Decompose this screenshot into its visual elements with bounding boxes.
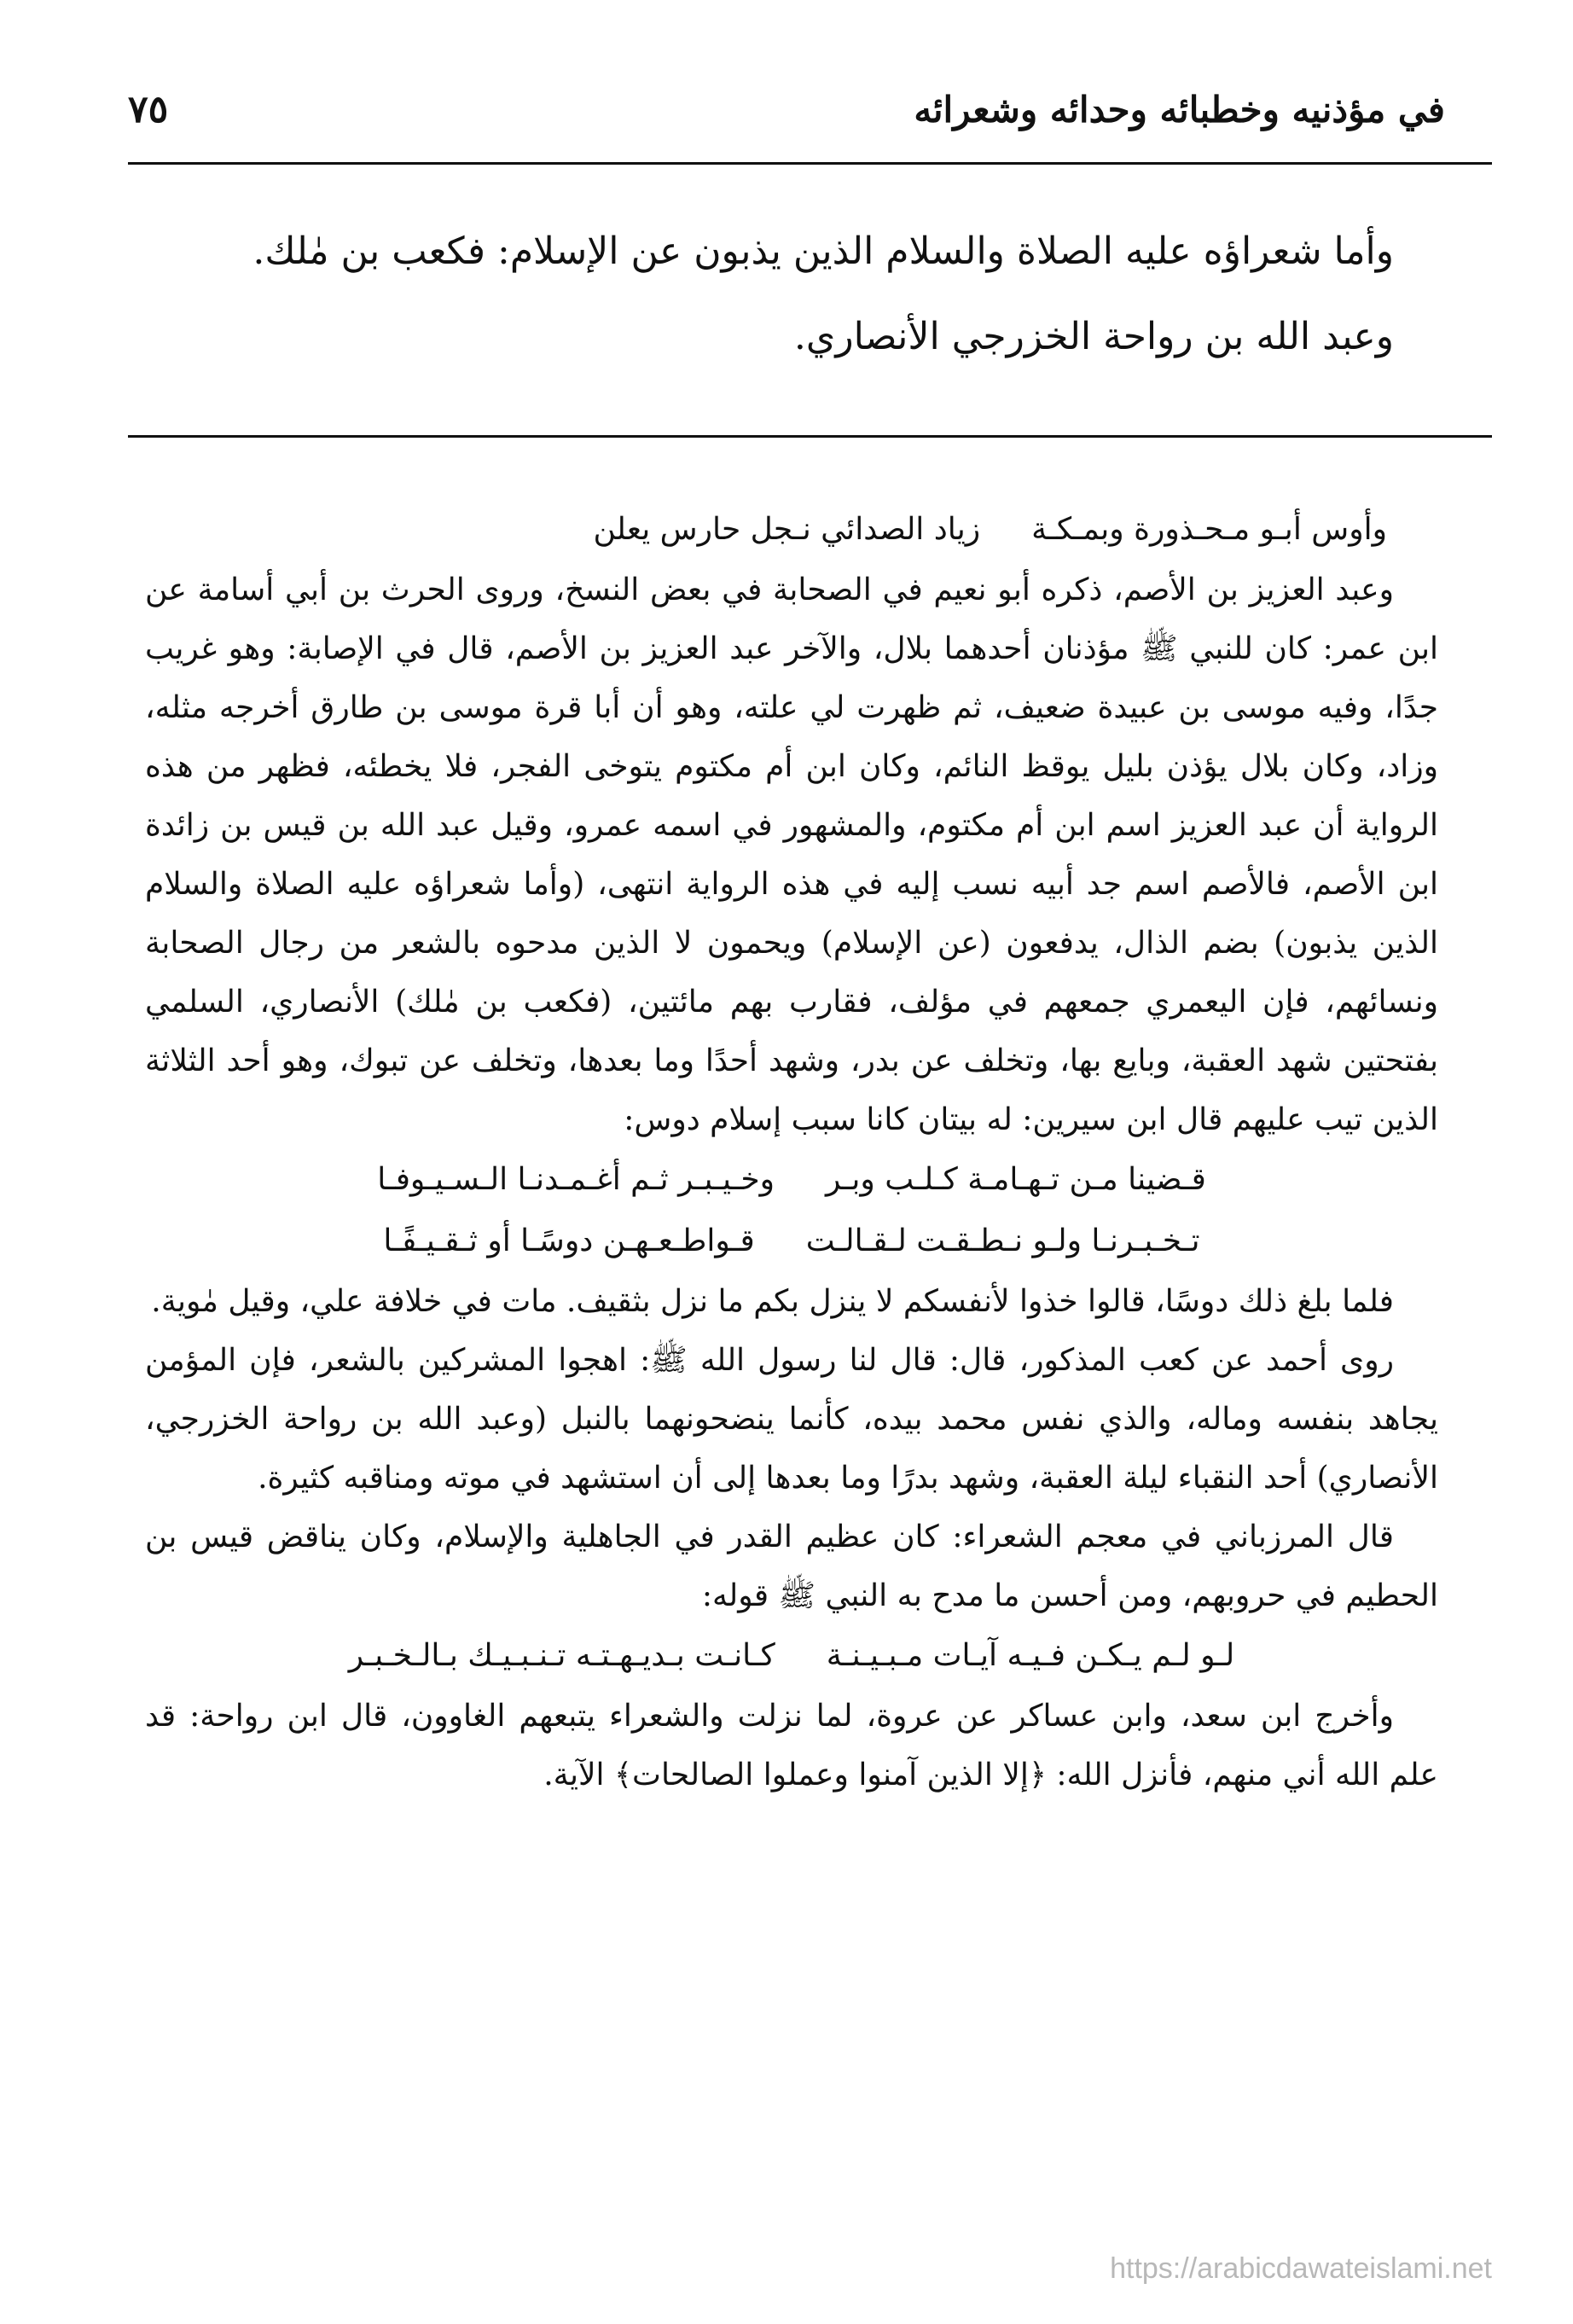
commentary-paragraph: وعبد العزيز بن الأصم، ذكره أبو نعيم في الصحابة في بعض النسخ، وروى الحرث بن أبي أسامة عن ابن عمر: كان للنبي ﷺ مؤذنان أحدهما بلال، والآخر عبد العزيز بن الأصم، قال في الإصابة: وهو غريب جدًا، وفيه موسى بن عبيدة ضعيف، ثم ظهرت لي علته، وهو أن أبا قرة موسى بن طارق أخرجه مثله، وزاد، وكان بلال يؤذن بليل يوقظ النائم، وكان ابن أم مكتوم يتوخى الفجر، فلا يخطئه، فظهر من هذه الرواية أن عبد العزيز اسم ابن أم مكتوم، والمشهور في اسمه عمرو، وقيل عبد الله بن قيس بن زائدة ابن الأصم، فالأصم اسم جد أبيه نسب إليه في هذه الرواية انتهى، (وأما شعراؤه عليه الصلاة والسلام الذين يذبون) بضم الذال، يدفعون (عن الإسلام) ويحمون لا الذين مدحوه بالشعر من رجال الصحابة ونسائهم، فإن اليعمري جمعهم في مؤلف، فقارب بهم مائتين، (فكعب بن مٰلك) الأنصاري، السلمي بفتحتين شهد العقبة، وبايع بها، وتخلف عن بدر، وشهد أحدًا وما بعدها، وتخلف عن تبوك، وهو أحد الثلاثة الذين تيب عليهم قال ابن سيرين: له بيتان كانا سبب إسلام دوس: xyxy=(145,572,1438,1137)
header-rule xyxy=(128,162,1492,165)
main-text-line: وعبد الله بن رواحة الخزرجي الأنصاري. xyxy=(793,315,1394,358)
page-number: ٧٥ xyxy=(128,87,169,131)
commentary-text xyxy=(145,499,1438,1804)
verse-hemistich: قـواطـعـهـن دوسًـا أو ثـقـيـفًـا xyxy=(383,1223,755,1258)
commentary-paragraph: روى أحمد عن كعب المذكور، قال: قال لنا رسول الله ﷺ: اهجوا المشركين بالشعر، فإن المؤمن يجاهد بنفسه وماله، والذي نفس محمد بيده، كأنما ينضحونهما بالنبل (وعبد الله بن رواحة الخزرجي، الأنصاري) أحد النقباء ليلة العقبة، وشهد بدرًا وما بعدها إلى أن استشهد في موته ومناقبه كثيرة. xyxy=(145,1343,1438,1496)
page-header xyxy=(128,75,1445,143)
verse-hemistich: زياد الصدائي نـجل حارس يعلن xyxy=(593,512,981,547)
poem-verse xyxy=(145,1625,1438,1687)
main-text xyxy=(188,209,1394,380)
poem-verse xyxy=(145,1149,1438,1211)
commentary-paragraph: قال المرزباني في معجم الشعراء: كان عظيم القدر في الجاهلية والإسلام، وكان يناقض قيس بن الحطيم في حروبهم، ومن أحسن ما مدح به النبي ﷺ قوله: xyxy=(145,1519,1438,1613)
verse-hemistich: تـخـبـرنـا ولـو نـطـقـت لـقـالـت xyxy=(805,1223,1200,1258)
verse-hemistich: وأوس أبـو مـحـذورة وبمـكـة xyxy=(1031,512,1387,547)
running-header-title: في مؤذنيه وخطبائه وحدائه وشعرائه xyxy=(914,88,1445,131)
poem-verse xyxy=(145,499,1438,561)
commentary-paragraph: فلما بلغ ذلك دوسًا، قالوا خذوا لأنفسكم لا ينزل بكم ما نزل بثقيف. مات في خلافة علي، وقيل مٰوية. xyxy=(151,1284,1394,1319)
main-text-line: وأما شعراؤه عليه الصلاة والسلام الذين يذبون عن الإسلام: فكعب بن مٰلك. xyxy=(252,229,1394,273)
verse-hemistich: وخـيـبـر ثـم أغـمـدنـا الـسـيـوفـا xyxy=(377,1162,775,1197)
verse-hemistich: قـضينا مـن تـهـامـة كـلـب وبـر xyxy=(826,1162,1206,1197)
verse-hemistich: كـانـت بـديـهـتـه تـنـبـيـك بـالـخـبـر xyxy=(348,1638,775,1673)
poem-verse xyxy=(145,1211,1438,1272)
watermark-url: https://arabicdawateislami.net xyxy=(1110,2252,1492,2285)
commentary-separator-rule xyxy=(128,435,1492,438)
verse-hemistich: لـو لـم يـكـن فـيـه آيـات مـبـيـنـة xyxy=(826,1638,1235,1673)
commentary-paragraph: وأخرج ابن سعد، وابن عساكر عن عروة، لما نزلت والشعراء يتبعهم الغاوون، قال ابن رواحة: قد علم الله أني منهم، فأنزل الله: ﴿إلا الذين آمنوا وعملوا الصالحات﴾ الآية. xyxy=(145,1699,1438,1792)
